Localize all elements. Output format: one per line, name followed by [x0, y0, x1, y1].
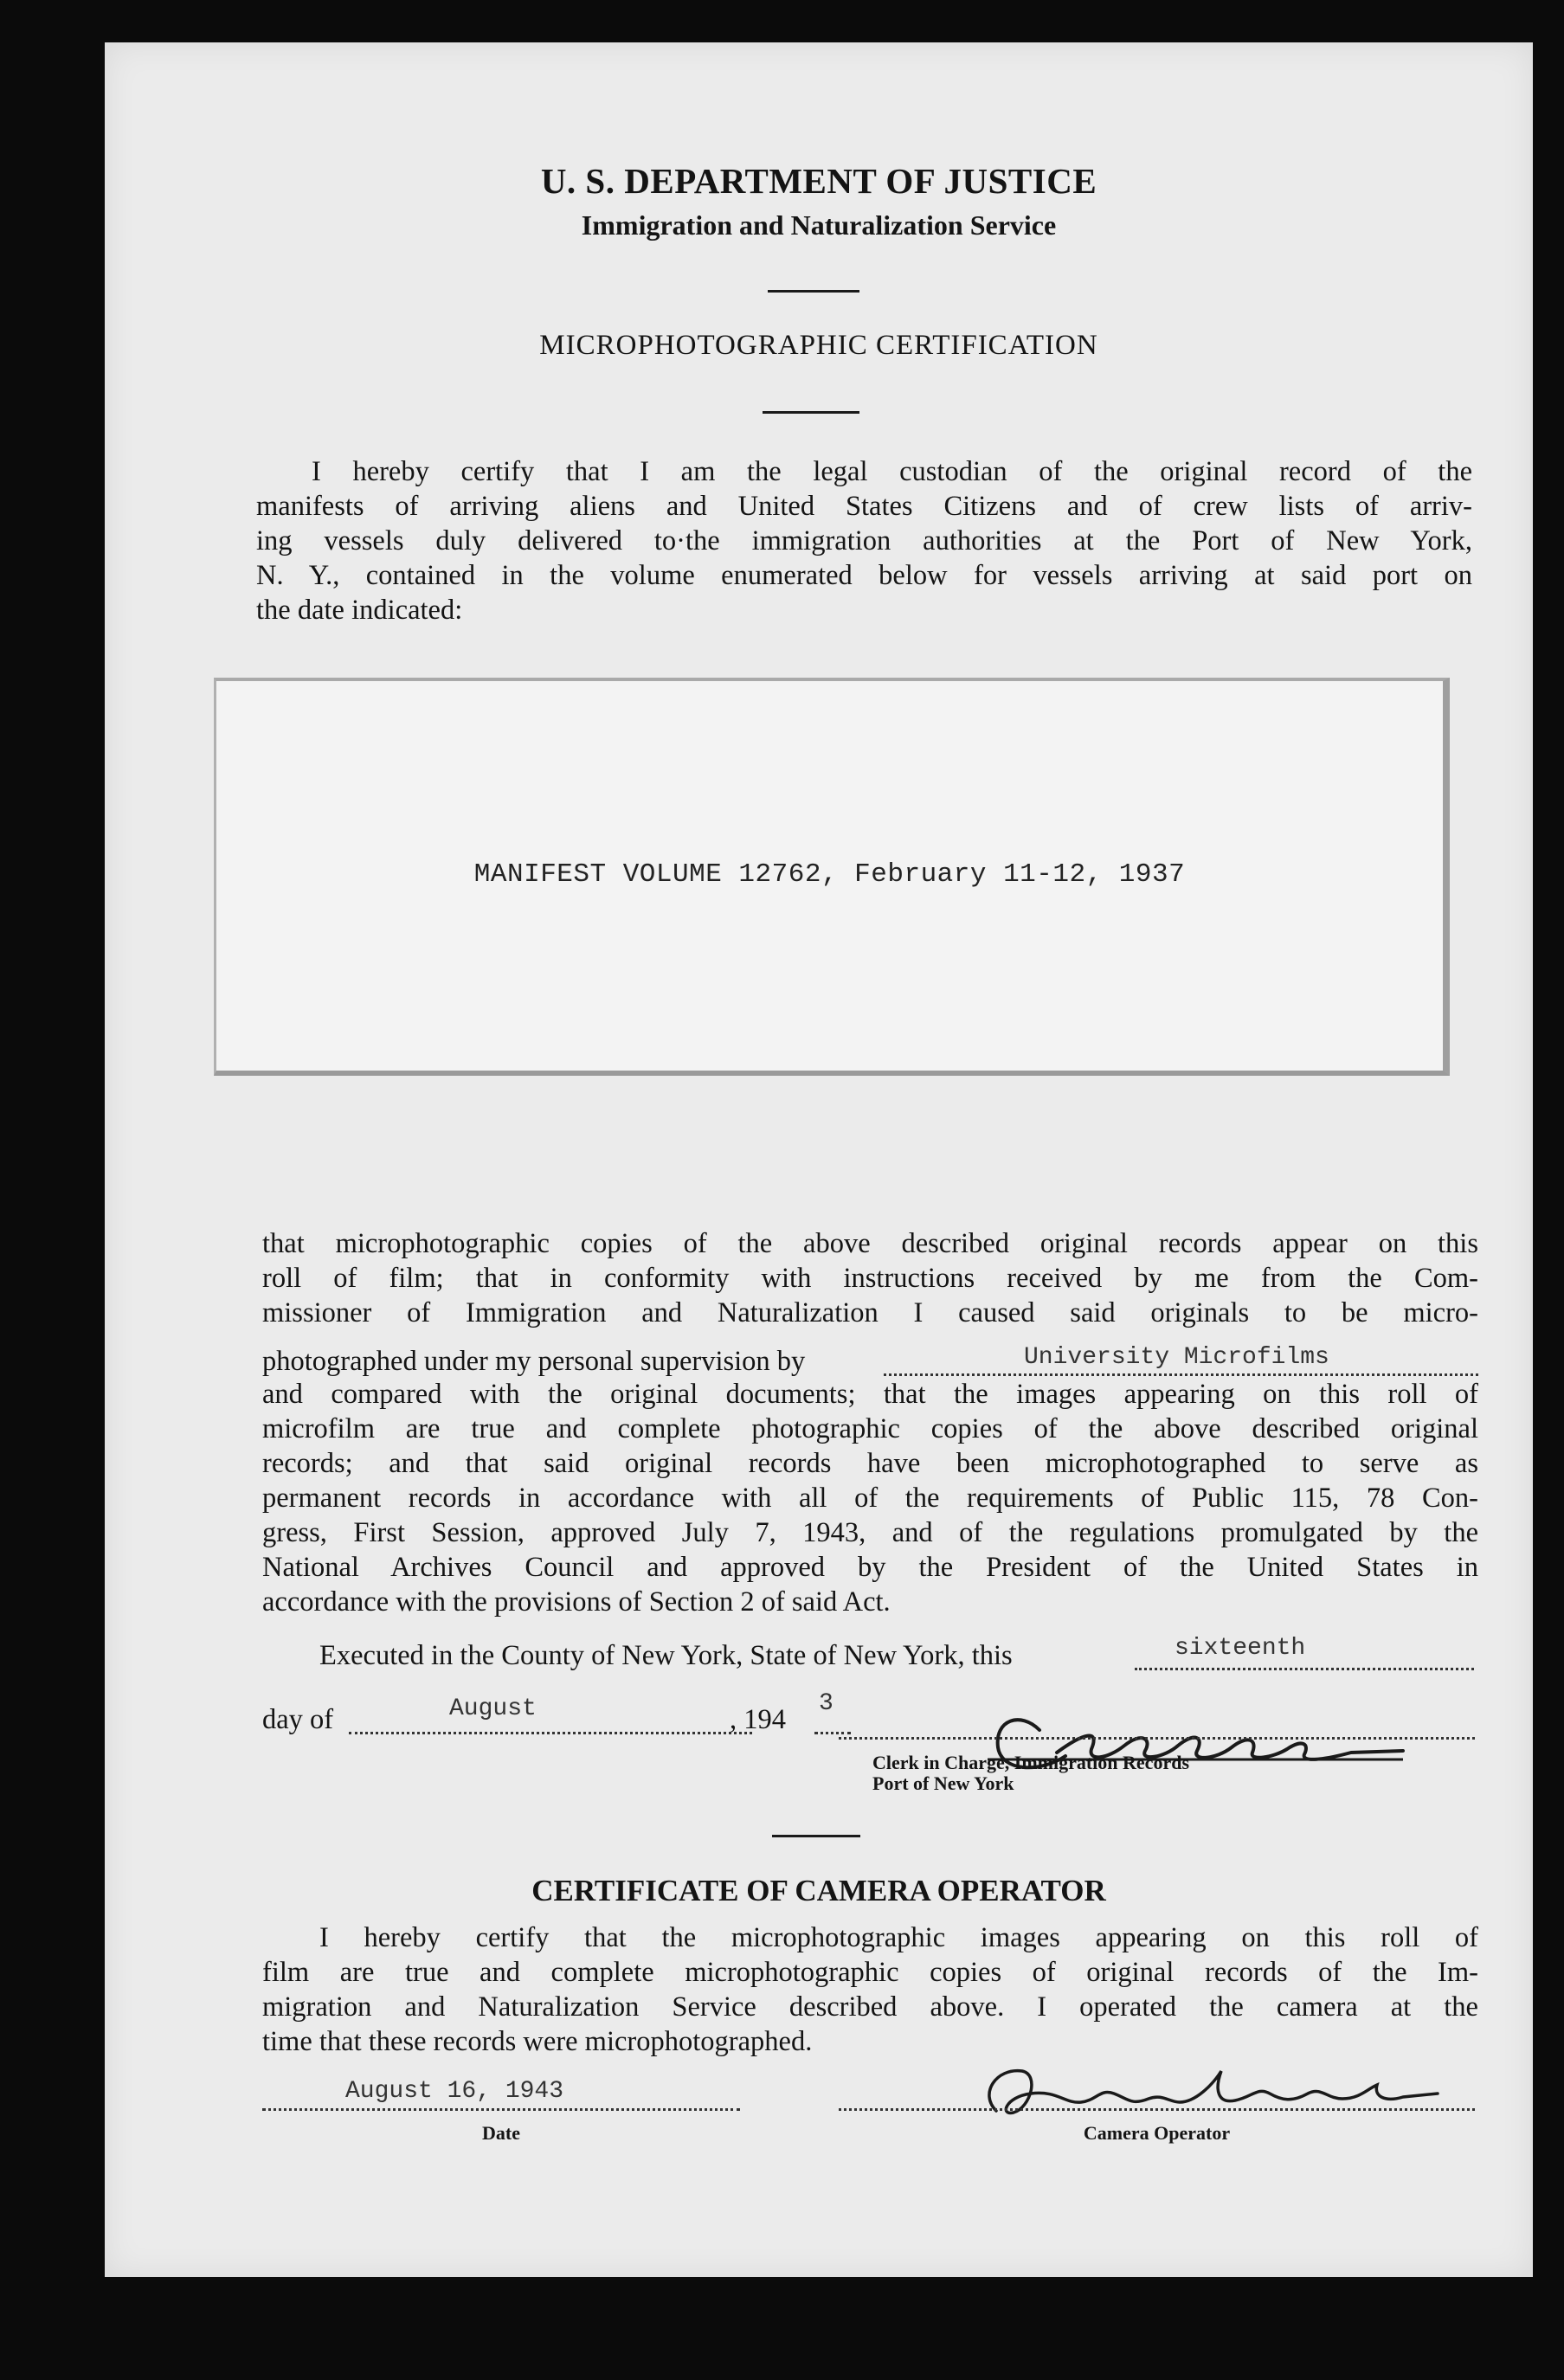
divider [763, 411, 859, 414]
clerk-signature-line [839, 1737, 1475, 1740]
paragraph-line: manifests of arriving aliens and United States Citizens and of crew lists of arriv- [256, 491, 1472, 522]
service-subtitle: Immigration and Naturalization Service [581, 209, 1057, 241]
department-title: U. S. DEPARTMENT OF JUSTICE [540, 161, 1097, 201]
day-of-label: day of [262, 1704, 334, 1735]
month-field-line [349, 1732, 752, 1734]
camera-paragraph [262, 1920, 1478, 2059]
paragraph-line: the date indicated: [256, 595, 463, 626]
camera-operator-label: Camera Operator [1083, 2122, 1231, 2144]
supervision-line [262, 1330, 1478, 1377]
camera-date-label: Date [482, 2122, 520, 2144]
paragraph-line: that microphotographic copies of the above described original records appear on this [262, 1228, 1478, 1259]
day-field-line [1135, 1668, 1474, 1670]
paragraph-line: time that these records were microphotographed. [262, 2026, 813, 2057]
year-field-line [814, 1732, 851, 1734]
divider [772, 1835, 860, 1837]
paragraph-line: missioner of Immigration and Naturalization I caused said originals to be micro- [262, 1297, 1478, 1328]
clerk-title-line-2: Port of New York [872, 1772, 1014, 1794]
operator-signature-line [839, 2108, 1475, 2111]
paragraph-line: ing vessels duly delivered to·the immigration authorities at the Port of New York, [256, 525, 1472, 556]
body-paragraph [262, 1226, 1478, 1619]
camera-date-value: August 16, 1943 [345, 2078, 564, 2105]
year-value: 3 [819, 1690, 833, 1717]
month-value: August [449, 1695, 537, 1722]
paragraph-line: gress, First Session, approved July 7, 1943, and of the regulations promulgated by the [262, 1517, 1478, 1548]
supervision-value: University Microfilms [1024, 1344, 1329, 1371]
intro-paragraph [256, 454, 1472, 627]
paragraph-line: accordance with the provisions of Section 2 of said Act. [262, 1586, 891, 1618]
camera-operator-heading: CERTIFICATE OF CAMERA OPERATOR [531, 1874, 1106, 1907]
paragraph-line: National Archives Council and approved by the President of the United States in [262, 1552, 1478, 1583]
supervision-prefix: photographed under my personal supervision by [262, 1346, 806, 1377]
executed-prefix: Executed in the County of New York, State of New York, this [319, 1640, 1013, 1671]
paragraph-line: I hereby certify that the microphotographic images appearing on this roll of [319, 1922, 1478, 1953]
camera-date-line [262, 2108, 740, 2111]
paragraph-line: permanent records in accordance with all of the requirements of Public 115, 78 Con- [262, 1483, 1478, 1514]
paragraph-line: records; and that said original records have been microphotographed to serve as [262, 1448, 1478, 1479]
paragraph-line: film are true and complete microphotographic copies of original records of the Im- [262, 1957, 1478, 1988]
divider [768, 290, 859, 293]
day-value: sixteenth [1175, 1635, 1306, 1662]
paragraph-line: roll of film; that in conformity with instructions received by me from the Com- [262, 1263, 1478, 1294]
certificate-sheet [105, 42, 1533, 2277]
year-prefix: , 194 [730, 1704, 786, 1735]
manifest-volume-text: MANIFEST VOLUME 12762, February 11-12, 1937 [473, 859, 1186, 890]
paragraph-line: I hereby certify that I am the legal custodian of the original record of the [312, 456, 1472, 487]
paragraph-line: and compared with the original documents; that the images appearing on this roll of [262, 1379, 1478, 1410]
operator-signature [936, 2059, 1455, 2128]
paragraph-line: N. Y., contained in the volume enumerated below for vessels arriving at said port on [256, 560, 1472, 591]
manifest-slip [214, 678, 1450, 1076]
paragraph-line: microfilm are true and complete photographic copies of the above described original [262, 1413, 1478, 1444]
clerk-title-line-1: Clerk in Charge, Immigration Records [872, 1752, 1190, 1773]
form-title: MICROPHOTOGRAPHIC CERTIFICATION [539, 330, 1098, 361]
paragraph-line: migration and Naturalization Service described above. I operated the camera at the [262, 1991, 1478, 2023]
